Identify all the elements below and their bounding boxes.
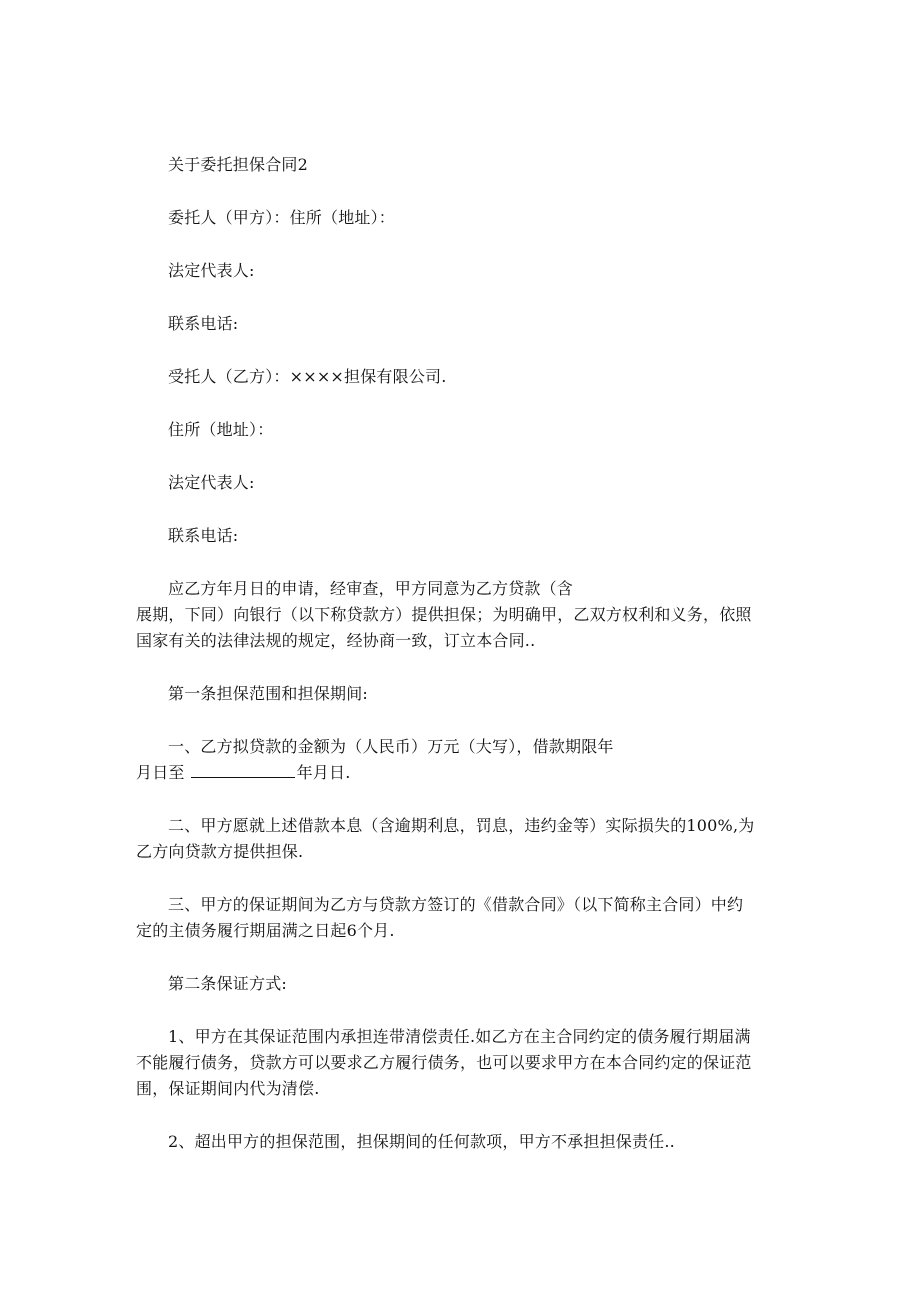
preamble-line-3: 国家有关的法律法规的规定，经协商一致，订立本合同.. bbox=[136, 631, 536, 650]
date-to-text: 年月日. bbox=[296, 763, 351, 782]
article-2-item-1-line-3: 围，保证期间内代为清偿. bbox=[136, 1079, 320, 1098]
date-from-text: 月日至 bbox=[136, 763, 185, 782]
party-b-representative: 法定代表人: bbox=[168, 473, 255, 492]
article-2-heading: 第二条保证方式: bbox=[168, 974, 287, 993]
preamble-paragraph bbox=[136, 576, 784, 654]
party-b-address: 住所（地址）： bbox=[168, 420, 274, 439]
article-1-item-1-line-1: 一、乙方拟贷款的金额为（人民币）万元（大写），借款期限年 bbox=[168, 737, 614, 756]
article-2-item-1 bbox=[136, 1024, 784, 1102]
party-b-label: 受托人（乙方）：××××担保有限公司. bbox=[168, 367, 447, 386]
party-a-representative: 法定代表人: bbox=[168, 261, 255, 280]
article-1-item-1 bbox=[136, 734, 784, 786]
article-1-item-2 bbox=[136, 813, 784, 865]
article-2-item-1-line-1: 1、甲方在其保证范围内承担连带清偿责任.如乙方在主合同约定的债务履行期届满 bbox=[168, 1027, 751, 1046]
party-a-label: 委托人（甲方）：住所（地址）： bbox=[168, 208, 396, 227]
article-1-item-1-line-2 bbox=[136, 760, 784, 786]
article-1-item-3 bbox=[136, 892, 784, 944]
blank-fill-line bbox=[191, 763, 295, 778]
party-b-phone: 联系电话: bbox=[168, 526, 239, 545]
party-a-phone: 联系电话: bbox=[168, 314, 239, 333]
article-1-item-2-line-1: 二、甲方愿就上述借款本息（含逾期利息，罚息，违约金等）实际损失的100%,为 bbox=[168, 816, 755, 835]
article-2-item-1-line-2: 不能履行债务，贷款方可以要求乙方履行债务，也可以要求甲方在本合同约定的保证范 bbox=[136, 1053, 752, 1072]
contract-body bbox=[136, 152, 784, 1182]
article-2-item-2: 2、超出甲方的担保范围，担保期间的任何款项，甲方不承担担保责任.. bbox=[168, 1132, 675, 1151]
preamble-line-2: 展期，下同）向银行（以下称贷款方）提供担保；为明确甲，乙双方权利和义务，依照 bbox=[136, 605, 752, 624]
article-1-item-2-line-2: 乙方向贷款方提供担保. bbox=[136, 842, 304, 861]
article-1-item-3-line-1: 三、甲方的保证期间为乙方与贷款方签订的《借款合同》（以下简称主合同）中约 bbox=[168, 895, 744, 914]
document-title: 关于委托担保合同2 bbox=[168, 155, 308, 174]
article-1-item-3-line-2: 定的主债务履行期届满之日起6个月. bbox=[136, 921, 395, 940]
article-1-heading: 第一条担保范围和担保期间: bbox=[168, 684, 368, 703]
preamble-line-1: 应乙方年月日的申请，经审查，甲方同意为乙方贷款（含 bbox=[168, 579, 574, 598]
